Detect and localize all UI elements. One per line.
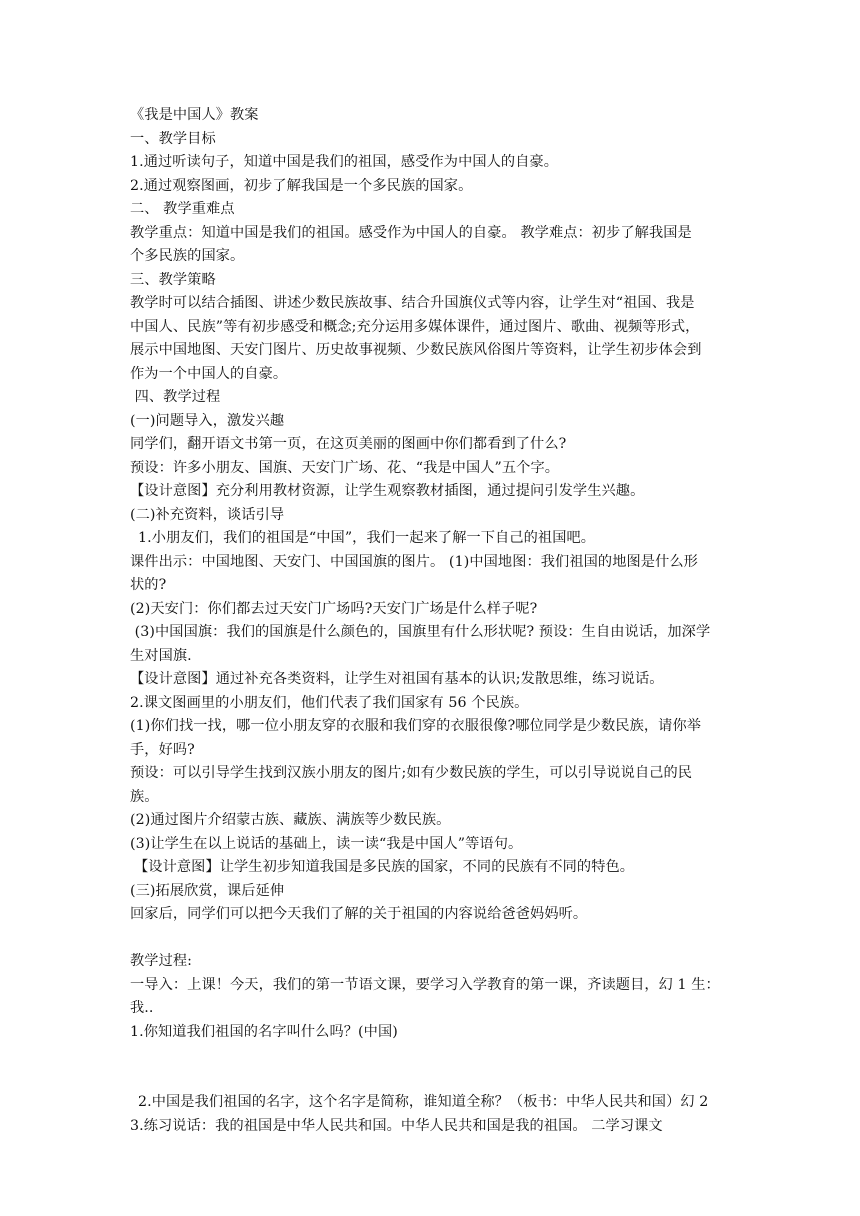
- paragraph: 【设计意图】充分利用教材资源，让学生观察教材插图，通过提问引发学生兴趣。: [130, 483, 645, 499]
- section-heading-process: 四、教学过程: [130, 389, 221, 405]
- paragraph: 课件出示：中国地图、天安门、中国国旗的图片。 (1)中国地图：我们祖国的地图是什么形: [130, 553, 698, 570]
- paragraph: 2.中国是我们祖国的名字，这个名字是简称，谁知道全称？（板书：中华人民共和国）幻 2: [138, 1094, 709, 1110]
- section-heading-objectives: 一、教学目标: [130, 130, 216, 147]
- paragraph: 展示中国地图、天安门图片、历史故事视频、少数民族风俗图片等资料，让学生初步体会到: [130, 342, 702, 358]
- subsection-heading: (二)补充资料，谈话引导: [130, 506, 285, 523]
- paragraph: 中国人、民族”等有初步感受和概念;充分运用多媒体课件，通过图片、歌曲、视频等形式，: [130, 318, 700, 335]
- paragraph: 生对国旗.: [130, 647, 192, 664]
- subsection-heading: (三)拓展欣赏，课后延伸: [130, 882, 285, 899]
- section-heading-strategy: 三、教学策略: [130, 271, 216, 288]
- section-heading-key-points: 二、 教学重难点: [130, 201, 235, 217]
- paragraph: 1.通过听读句子，知道中国是我们的祖国，感受作为中国人的自豪。: [130, 154, 559, 170]
- document-body: [130, 104, 734, 1138]
- paragraph: 一导入：上课！今天，我们的第一节语文课，要学习入学教育的第一课，齐读题目，幻 1 生：: [130, 976, 720, 993]
- paragraph: 预设：许多小朋友、国旗、天安门广场、花、“我是中国人”五个字。: [130, 459, 560, 476]
- blank-line: [130, 927, 734, 951]
- paragraph: 族。: [130, 788, 159, 805]
- subsection-heading: (一)问题导入，激发兴趣: [130, 412, 285, 429]
- paragraph: (3)让学生在以上说话的基础上，读一读“我是中国人”等语句。: [130, 835, 523, 852]
- paragraph: 教学时可以结合插图、讲述少数民族故事、结合升国旗仪式等内容，让学生对“祖国、我是: [130, 295, 695, 311]
- paragraph: 作为一个中国人的自豪。: [130, 365, 288, 382]
- paragraph: 状的?: [130, 577, 167, 593]
- paragraph: 1.你知道我们祖国的名字叫什么吗？(中国): [130, 1023, 398, 1040]
- paragraph: 1.小朋友们，我们的祖国是“中国”，我们一起来了解一下自己的祖国吧。: [138, 530, 596, 546]
- paragraph: 2.通过观察图画，初步了解我国是一个多民族的国家。: [130, 177, 473, 194]
- paragraph: 预设：可以引导学生找到汉族小朋友的图片;如有少数民族的学生，可以引导说说自己的民: [130, 765, 693, 781]
- paragraph: 【设计意图】让学生初步知道我国是多民族的国家，不同的民族有不同的特色。: [134, 859, 635, 875]
- paragraph: 手，好吗?: [130, 741, 195, 758]
- blank-line: [130, 1044, 734, 1091]
- paragraph: 3.练习说话：我的祖国是中华人民共和国。中华人民共和国是我的祖国。 二学习课文: [130, 1117, 663, 1134]
- paragraph: 回家后，同学们可以把今天我们了解的关于祖国的内容说给爸爸妈妈听。: [130, 906, 588, 922]
- paragraph: (2)天安门：你们都去过天安门广场吗?天安门广场是什么样子呢?: [130, 600, 538, 617]
- paragraph: 【设计意图】通过补充各类资料，让学生对祖国有基本的认识;发散思维，练习说话。: [130, 671, 664, 687]
- paragraph: (3)中国国旗：我们的国旗是什么颜色的，国旗里有什么形状呢? 预设：生自由说话，加深学: [130, 624, 711, 640]
- paragraph: 2.课文图画里的小朋友们，他们代表了我们国家有 56 个民族。: [130, 694, 529, 711]
- paragraph: (2)通过图片介绍蒙古族、藏族、满族等少数民族。: [130, 812, 451, 828]
- paragraph: 我..: [130, 1000, 154, 1016]
- section-heading-teaching-process: 教学过程:: [130, 953, 193, 969]
- document-title: 《我是中国人》教案: [130, 107, 259, 123]
- paragraph: 教学重点：知道中国是我们的祖国。感受作为中国人的自豪。 教学难点：初步了解我国是: [130, 224, 692, 241]
- paragraph: 同学们，翻开语文书第一页，在这页美丽的图画中你们都看到了什么?: [130, 436, 567, 452]
- paragraph: 个多民族的国家。: [130, 248, 245, 264]
- paragraph: (1)你们找一找，哪一位小朋友穿的衣服和我们穿的衣服很像?哪位同学是少数民族，请你举: [130, 718, 702, 734]
